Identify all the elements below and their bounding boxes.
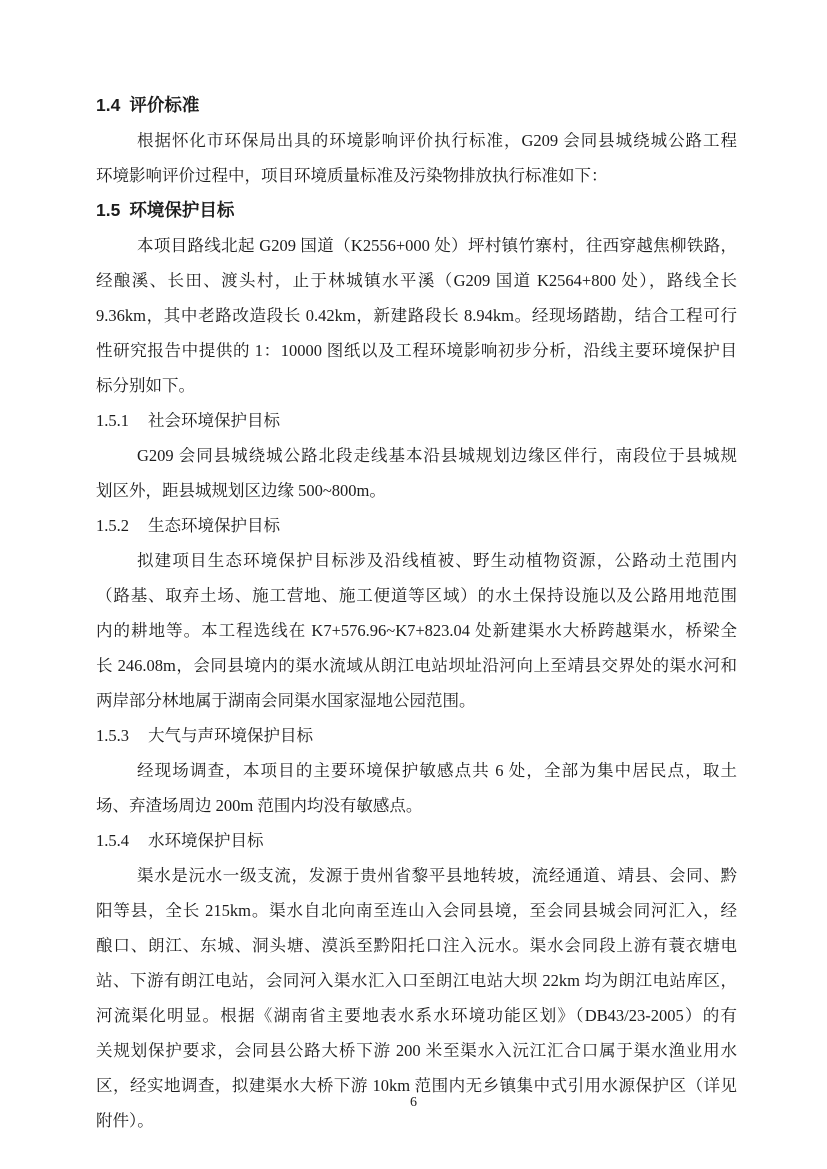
paragraph-line: 性研究报告中提供的 1：10000 图纸以及工程环境影响初步分析，沿线主要环境保护目 [96,341,737,360]
paragraph-line: 9.36km，其中老路改造段长 0.42km，新建路段长 8.94km。经现场踏勘，结合工程可行 [96,306,737,325]
paragraph [96,543,737,718]
paragraph [96,753,737,823]
paragraph-line: 本项目路线北起 G209 国道（K2556+000 处）坪村镇竹寨村，往西穿越焦柳铁路， [137,236,737,255]
paragraph-line: G209 会同县城绕城公路北段走线基本沿县城规划边缘区伴行，南段位于县城规 [137,446,737,465]
paragraph-line: 关规划保护要求，会同县公路大桥下游 200 米至渠水入沅江汇合口属于渠水渔业用水 [96,1041,737,1060]
paragraph-line: 标分别如下。 [96,376,195,395]
section-title: 大气与声环境保护目标 [148,726,313,745]
paragraph-line: 两岸部分林地属于湖南会同渠水国家湿地公园范围。 [96,691,476,710]
section-number: 1.5 [96,200,121,220]
section-title: 生态环境保护目标 [148,516,280,535]
paragraph-line: 渠水是沅水一级支流，发源于贵州省黎平县地转坡，流经通道、靖县、会同、黔 [137,866,737,885]
section-title: 水环境保护目标 [148,831,264,850]
paragraph-line: （路基、取弃土场、施工营地、施工便道等区域）的水土保持设施以及公路用地范围 [96,586,737,605]
paragraph-line: 附件）。 [96,1111,154,1130]
section-number: 1.5.1 [96,411,129,430]
paragraph-line: 站、下游有朗江电站，会同河入渠水汇入口至朗江电站大坝 22km 均为朗江电站库区， [96,971,737,990]
paragraph-line: 经现场调查，本项目的主要环境保护敏感点共 6 处，全部为集中居民点，取土 [137,761,737,780]
paragraph-line: 经酿溪、长田、渡头村，止于林城镇水平溪（G209 国道 K2564+800 处），路线全长 [96,271,737,290]
section-title: 评价标准 [129,95,200,115]
subsection-heading [96,823,737,858]
paragraph-line: 划区外，距县城规划区边缘 500~800m。 [96,481,386,500]
paragraph-line: 酿口、朗江、东城、洞头塘、漠浜至黔阳托口注入沅水。渠水会同段上游有蓑衣塘电 [96,936,737,955]
section-title: 环境保护目标 [129,200,235,220]
subsection-heading [96,403,737,438]
subsection-heading [96,508,737,543]
document-content [96,88,737,1138]
paragraph-line: 场、弃渣场周边 200m 范围内均没有敏感点。 [96,796,423,815]
paragraph-line: 环境影响评价过程中，项目环境质量标准及污染物排放执行标准如下： [96,166,608,185]
section-number: 1.5.3 [96,726,129,745]
section-title: 社会环境保护目标 [148,411,280,430]
subsection-heading [96,718,737,753]
section-heading [96,193,737,228]
paragraph-line: 长 246.08m，会同县境内的渠水流域从朗江电站坝址沿河向上至靖县交界处的渠水河和 [96,656,737,675]
section-heading [96,88,737,123]
section-number: 1.5.4 [96,831,129,850]
paragraph-line: 根据怀化市环保局出具的环境影响评价执行标准，G209 会同县城绕城公路工程 [137,131,737,150]
paragraph-line: 内的耕地等。本工程选线在 K7+576.96~K7+823.04 处新建渠水大桥跨越渠水，桥梁全 [96,621,737,640]
paragraph-line: 拟建项目生态环境保护目标涉及沿线植被、野生动植物资源，公路动土范围内 [137,551,737,570]
paragraph [96,438,737,508]
paragraph-line: 阳等县，全长 215km。渠水自北向南至连山入会同县境，至会同县城会同河汇入，经 [96,901,737,920]
section-number: 1.5.2 [96,516,129,535]
paragraph-line: 河流渠化明显。根据《湖南省主要地表水系水环境功能区划》（DB43/23-2005）的有 [96,1006,737,1025]
paragraph [96,123,737,193]
paragraph-line: 区，经实地调查，拟建渠水大桥下游 10km 范围内无乡镇集中式引用水源保护区（详见 [96,1076,737,1095]
paragraph [96,228,737,403]
page-number: 6 [410,1095,417,1110]
section-number: 1.4 [96,95,121,115]
